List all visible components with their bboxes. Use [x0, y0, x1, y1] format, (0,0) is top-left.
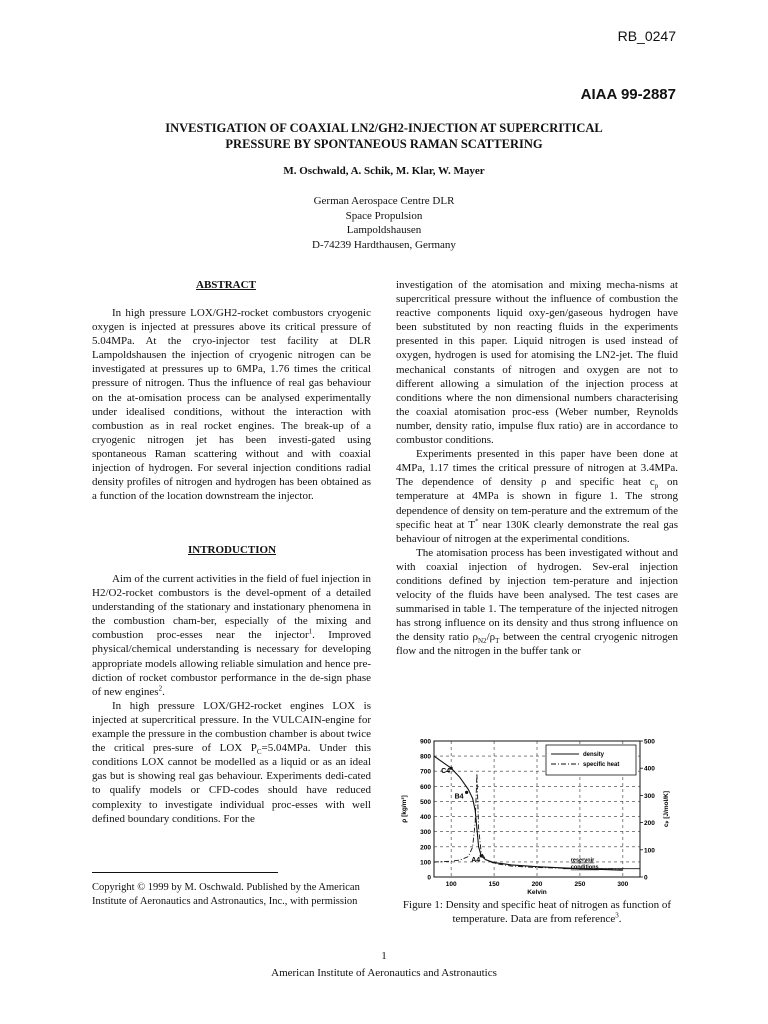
abstract-heading: ABSTRACT — [196, 279, 256, 291]
density-specific-heat-chart — [396, 733, 678, 895]
y-left-tick-label: 800 — [420, 753, 431, 761]
affiliation-line: Space Propulsion — [345, 209, 423, 222]
annotation-conditions: conditions — [570, 864, 599, 871]
y-left-tick-label: 500 — [420, 798, 431, 806]
right-paragraph-2: Experiments presented in this paper have been done at 4MPa, 1.17 times the critical pressure of nitrogen at 3.4MPa. The dependence of density ρ and specific heat $c_p$ on temperature at 4MPa is shown in figure 1. The strong dependence of density on tem-perature and the extremum of the specific heat at T* near 130K clearly demonstrate the real gas behaviour of nitrogen at the experimental conditions. — [396, 448, 679, 545]
y-left-tick-label: 100 — [420, 859, 431, 867]
affiliation-line: D-74239 Hardthausen, Germany — [312, 238, 456, 251]
footnote-divider — [92, 872, 278, 873]
figure-1 — [396, 733, 678, 895]
introduction-heading: INTRODUCTION — [188, 544, 277, 556]
y-left-tick-label: 900 — [420, 738, 431, 746]
title-line-2: PRESSURE BY SPONTANEOUS RAMAN SCATTERING — [225, 137, 543, 151]
annotation-label: A4 — [471, 856, 481, 864]
legend-label: density — [583, 752, 605, 758]
y-left-tick-label: 0 — [427, 874, 431, 882]
y-left-tick-label: 300 — [420, 829, 431, 837]
y-right-tick-label: 0 — [644, 874, 648, 882]
abstract-body — [92, 306, 371, 503]
legend-box — [546, 745, 636, 775]
affiliation-line: Lampoldshausen — [346, 224, 422, 236]
paper-title — [0, 120, 768, 152]
title-line-1: INVESTIGATION OF COAXIAL LN2/GH2-INJECTION AT SUPERCRITICAL — [165, 121, 603, 135]
introduction-body — [92, 572, 371, 826]
y-left-tick-label: 400 — [420, 814, 431, 822]
annotation-label: C4 — [441, 768, 451, 776]
y-left-axis-label: ρ [kg/m³] — [401, 795, 408, 823]
y-left-tick-label: 700 — [420, 768, 431, 776]
specific-heat-series-line — [434, 774, 623, 869]
x-tick-label: 300 — [617, 881, 629, 888]
paper-number: AIAA 99-2887 — [580, 86, 676, 103]
page-number: 1 — [381, 950, 387, 962]
x-tick-label: 200 — [531, 881, 543, 888]
x-axis-label: Kelvin — [527, 889, 547, 895]
annotation-reservoir: reservoir — [570, 857, 595, 864]
intro-paragraph-2: In high pressure LOX/GH2-rocket engines LOX is injected at supercritical pressure. In the VULCAIN-engine for example the pressure in the combustion chamber is about twice the critical pres-sure of LOX $P_C=5.04MPa$. Under this conditions LOX cannot be modelled as a liquid or as an ideal gas but is showing real gas behaviour. Experiments dedi-cated to qualify models or CFD-codes should have reduced complexity to investigate individual proc-esses with well defined boundary conditions. For the — [92, 699, 371, 825]
affiliation — [0, 194, 768, 252]
copyright-footnote: Copyright © 1999 by M. Oschwald. Published by the American Institute of Aeronautics and Astronautics, Inc., with permission — [92, 882, 360, 907]
intro-paragraph-1: Aim of the current activities in the field of fuel injection in H2/O2-rocket combustors is the devel-opment of a detailed understanding of the stationary and instationary phenomena in the combustion cham-ber, especially of the mixing and combustion proc-esses near the injector$^1$. Improved physical/chemical understanding is necessary for developing appropriate models allowing reliable simulation and hence pre-diction of rocket combustor performance in the de-sign phase of new engines$^2$. — [92, 573, 371, 698]
x-tick-label: 150 — [488, 881, 500, 888]
figure-caption: Figure 1: Density and specific heat of nitrogen as function of temperature. Data are from reference$^3$. — [402, 899, 672, 925]
x-tick-label: 250 — [574, 881, 586, 888]
y-left-tick-label: 200 — [420, 844, 431, 852]
y-right-tick-label: 300 — [644, 792, 655, 800]
y-right-tick-label: 200 — [644, 820, 655, 828]
y-right-tick-label: 100 — [644, 847, 655, 855]
abstract-text: In high pressure LOX/GH2-rocket combustors cryogenic oxygen is injected at pressures above its critical pressure of 5.04MPa. At the cryo-injector test facility at DLR Lampoldshausen the injection of cryogenic nitrogen can be investigated at pressures up to 6MPa, 1.76 times the critical pressure of nitrogen. Thus the influence of real gas behaviour on the at-omisation process can be analysed experimentally under idealised conditions, without the interaction with combustion as in real rocket engines. The break-up of a cryogenic nitrogen jet has been investi-gated using spontaneous Raman scattering without and with coaxial injection of hydrogen. For several injection conditions radial density profiles of nitrogen and hydrogen has been obtained as a function of the location downstream the injector. — [92, 307, 371, 503]
y-right-tick-label: 500 — [644, 738, 655, 746]
report-id: RB_0247 — [617, 28, 676, 44]
authors: M. Oschwald, A. Schik, M. Klar, W. Mayer — [283, 165, 485, 177]
y-right-axis-label: cₚ [J/mol/K] — [663, 790, 670, 828]
affiliation-line: German Aerospace Centre DLR — [313, 195, 455, 207]
footer-organisation: American Institute of Aeronautics and Astronautics — [271, 967, 497, 979]
right-column — [396, 278, 678, 659]
x-tick-label: 100 — [445, 881, 457, 888]
y-right-tick-label: 400 — [644, 765, 655, 773]
right-paragraph-1: investigation of the atomisation and mixing mecha-nisms at supercritical pressure without the influence of combustion the reactive components liquid oxy-gen/gaseous hydrogen have been substituted by non reacting fluids in the experiments presented in this paper. Liquid nitrogen is used instead of oxygen, hydrogen is used for atomising the LN2-jet. The fluid mechanical constants of nitrogen and oxygen are not to different allowing a simulation of the injection process at conditions where the non dimensional numbers characterising the coaxial atomisation proc-ess (Weber number, Reynolds number, density ratio, impulse flux ratio) are in accordance to combustor conditions. — [396, 279, 678, 447]
right-paragraph-3: The atomisation process has been investigated without and with coaxial injection of hydrogen. Sev-eral injection conditions defined by injection tem-perature and injection velocity of the fluids have been analysed. The test cases are summarised in table 1. The temperature of the injected nitrogen has strong influence on its density and thus strong influence on the density ratio $\rho_{N2}/\rho_T$ between the central cryogenic nitrogen flow and the nitrogen in the buffer tank or — [396, 546, 678, 658]
condition-marker — [465, 791, 468, 794]
y-left-tick-label: 600 — [420, 783, 431, 791]
annotation-label: B4 — [454, 793, 464, 801]
legend-label: specific heat — [583, 762, 620, 768]
